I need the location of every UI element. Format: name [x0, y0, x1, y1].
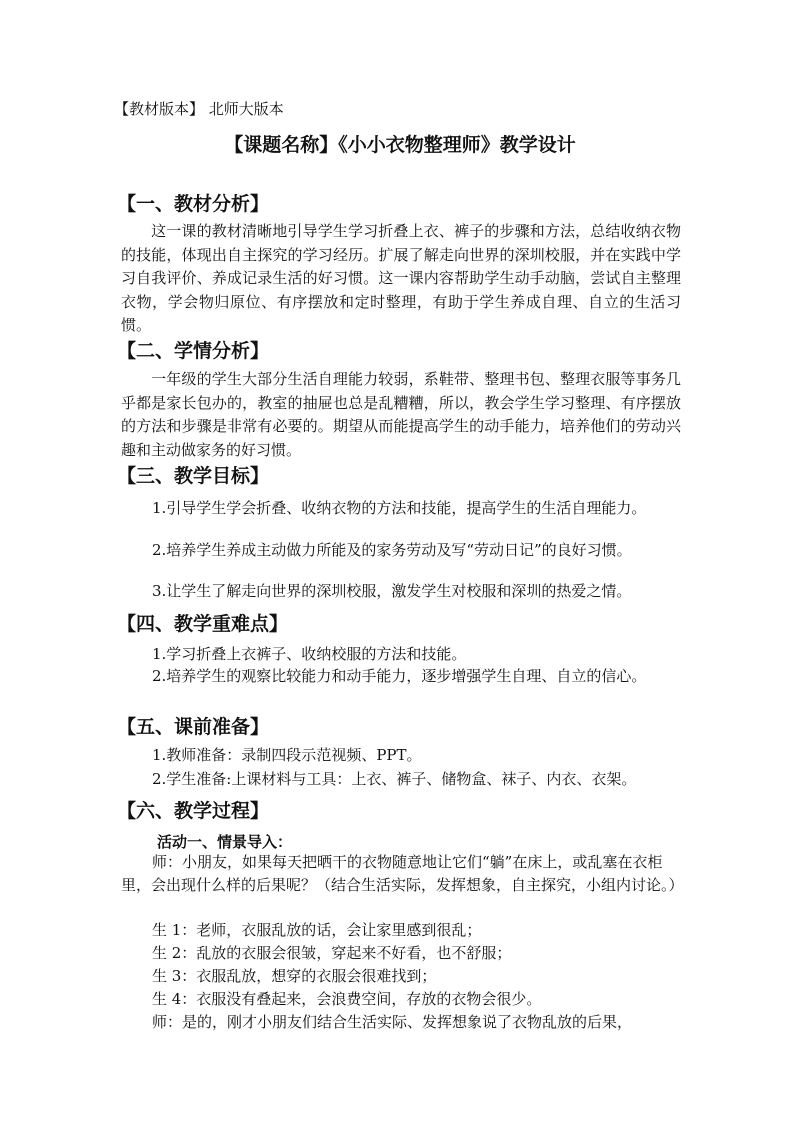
teacher-question: 师：小朋友，如果每天把晒干的衣物随意地让它们“躺”在床上，或乱塞在衣柜里，会出现什么样的后果呢？（结合生活实际，发挥想象，自主探究，小组内讨论。） — [121, 853, 684, 894]
student-analysis-text: 一年级的学生大部分生活自理能力较弱，系鞋带、整理书包、整理衣服等事务几乎都是家长包办的，教室的抽屉也总是乱糟糟，所以，教会学生学习整理、有序摆放的方法和步骤是非常有必要的。期望从而能提高学生的动手能力，培养他们的劳动兴趣和主动做家务的好习惯。 — [121, 370, 681, 459]
section-heading-teaching-process: 【六、教学过程】 — [117, 800, 270, 822]
student-answer: 生 1：老师，衣服乱放的话，会让家里感到很乱； — [152, 921, 482, 939]
section-heading-key-points: 【四、教学重难点】 — [117, 613, 289, 635]
student-answer: 生 4：衣服没有叠起来，会浪费空间，存放的衣物会很少。 — [152, 990, 542, 1008]
teaching-goal-item: 3.让学生了解走向世界的深圳校服，激发学生对校服和深圳的热爱之情。 — [152, 582, 632, 600]
section-heading-preparation: 【五、课前准备】 — [117, 716, 270, 738]
section-heading-teaching-goals: 【三、教学目标】 — [117, 465, 270, 487]
teaching-goal-item: 2.培养学生养成主动做力所能及的家务劳动及写“劳动日记”的良好习惯。 — [152, 541, 632, 559]
activity-title: 活动一、情景导入： — [157, 833, 293, 851]
student-answer: 生 2：乱放的衣服会很皱，穿起来不好看，也不舒服； — [152, 944, 512, 962]
teaching-goal-item: 1.引导学生学会折叠、收纳衣物的方法和技能，提高学生的生活自理能力。 — [152, 499, 647, 517]
page-title: 【课题名称】《小小衣物整理师》教学设计 — [224, 134, 576, 156]
key-point-item: 2.培养学生的观察比较能力和动手能力，逐步增强学生自理、自立的信心。 — [152, 667, 647, 685]
section-heading-textbook-analysis: 【一、教材分析】 — [117, 193, 270, 215]
preparation-item: 1.教师准备：录制四段示范视频、PPT。 — [152, 746, 422, 764]
textbook-analysis-text: 这一课的教材清晰地引导学生学习折叠上衣、裤子的步骤和方法，总结收纳衣物的技能，体现出自主探究的学习经历。扩展了解走向世界的深圳校服，并在实践中学习自我评价、养成记录生活的好习惯。这一课内容帮助学生动手动脑，尝试自主整理衣物，学会物归原位、有序摆放和定时整理，有助于学生养成自理、自立的生活习惯。 — [121, 222, 681, 335]
textbook-analysis-paragraph — [121, 220, 681, 338]
section-heading-student-analysis: 【二、学情分析】 — [117, 340, 270, 362]
student-answer: 生 3：衣服乱放，想穿的衣服会很难找到； — [152, 967, 437, 985]
student-analysis-paragraph — [121, 368, 681, 462]
teacher-summary: 师：是的，刚才小朋友们结合生活实际、发挥想象说了衣物乱放的后果， — [152, 1013, 633, 1031]
key-point-item: 1.学习折叠上衣裤子、收纳校服的方法和技能。 — [152, 645, 467, 663]
textbook-edition: 【教材版本】 北师大版本 — [114, 100, 284, 118]
preparation-item: 2.学生准备:上课材料与工具：上衣、裤子、储物盒、袜子、内衣、衣架。 — [152, 770, 637, 788]
